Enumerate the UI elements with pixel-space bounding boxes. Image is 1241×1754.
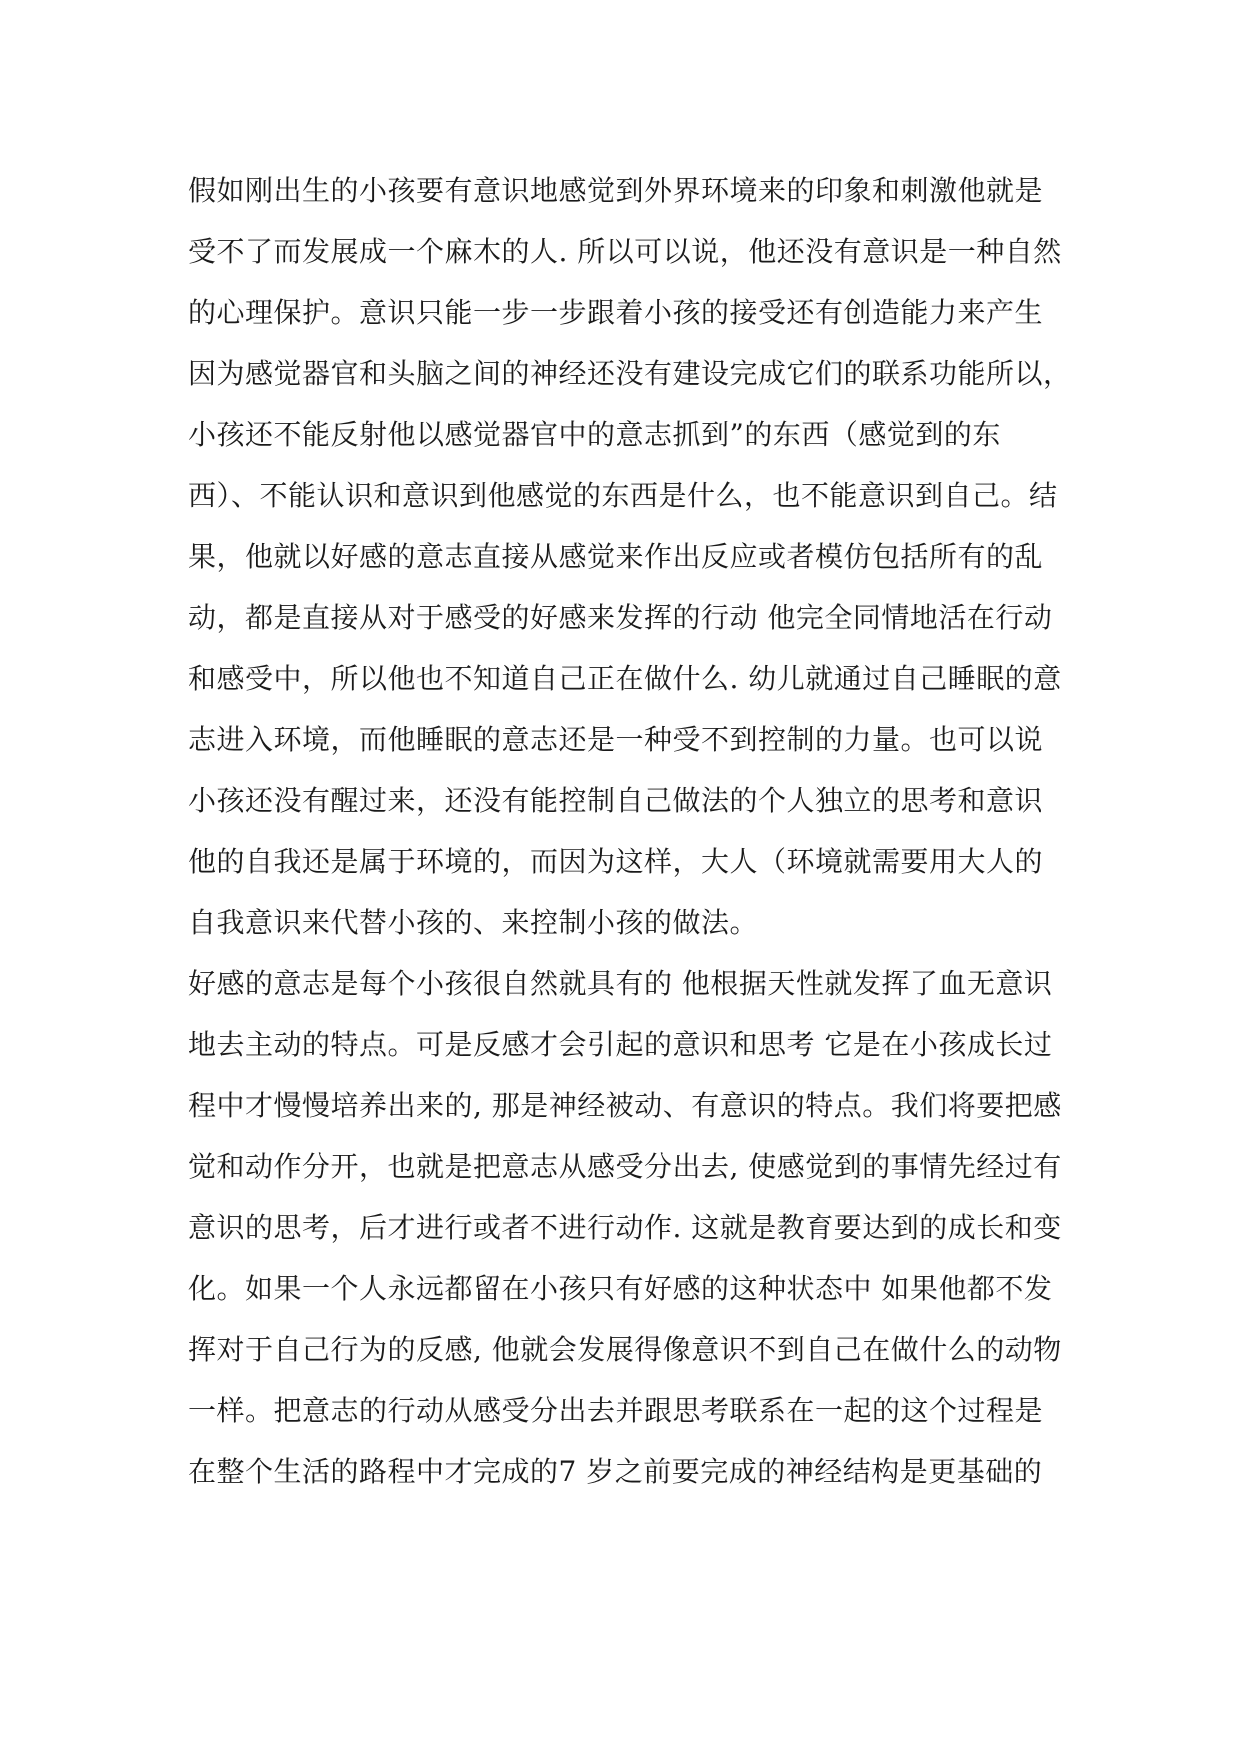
text-line: 自我意识来代替小孩的、来控制小孩的做法。: [188, 906, 759, 939]
text-line: 和感受中，所以他也不知道自己正在做什么. 幼儿就通过自己睡眠的意: [188, 662, 1062, 695]
text-line: 动，都是直接从对于感受的好感来发挥的行动 他完全同情地活在行动: [188, 601, 1053, 634]
text-line: 地去主动的特点。可是反感才会引起的意识和思考 它是在小孩成长过: [188, 1028, 1053, 1061]
text-line: 化。如果一个人永远都留在小孩只有好感的这种状态中 如果他都不发: [188, 1272, 1053, 1305]
text-line: 假如刚出生的小孩要有意识地感觉到外界环境来的印象和刺激他就是: [188, 174, 1044, 207]
text-line: 程中才慢慢培养出来的, 那是神经被动、有意识的特点。我们将要把感: [188, 1089, 1062, 1122]
text-line: 他的自我还是属于环境的，而因为这样，大人（环境就需要用大人的: [188, 845, 1044, 878]
text-line: 的心理保护。意识只能一步一步跟着小孩的接受还有创造能力来产生: [188, 296, 1044, 329]
text-line: 挥对于自己行为的反感, 他就会发展得像意识不到自己在做什么的动物: [188, 1333, 1062, 1366]
text-line: 在整个生活的路程中才完成的7 岁之前要完成的神经结构是更基础的: [188, 1455, 1043, 1488]
text-line: 一样。把意志的行动从感受分出去并跟思考联系在一起的这个过程是: [188, 1394, 1044, 1427]
text-line: 意识的思考，后才进行或者不进行动作. 这就是教育要达到的成长和变: [188, 1211, 1062, 1244]
body-text: [188, 160, 1088, 1502]
text-line: 果，他就以好感的意志直接从感觉来作出反应或者模仿包括所有的乱: [188, 540, 1044, 573]
text-line: 志进入环境，而他睡眠的意志还是一种受不到控制的力量。也可以说: [188, 723, 1044, 756]
text-line: 好感的意志是每个小孩很自然就具有的 他根据天性就发挥了血无意识: [188, 967, 1053, 1000]
text-line: 西）、不能认识和意识到他感觉的东西是什么，也不能意识到自己。结: [188, 479, 1058, 512]
text-line: 因为感觉器官和头脑之间的神经还没有建设完成它们的联系功能所以，: [188, 357, 1072, 390]
text-line: 小孩还没有醒过来，还没有能控制自己做法的个人独立的思考和意识: [188, 784, 1044, 817]
text-line: 觉和动作分开，也就是把意志从感受分出去, 使感觉到的事情先经过有: [188, 1150, 1062, 1183]
text-line: 受不了而发展成一个麻木的人. 所以可以说，他还没有意识是一种自然: [188, 235, 1062, 268]
text-line: 小孩还不能反射他以感觉器官中的意志抓到”的东西（感觉到的东: [188, 418, 1001, 451]
